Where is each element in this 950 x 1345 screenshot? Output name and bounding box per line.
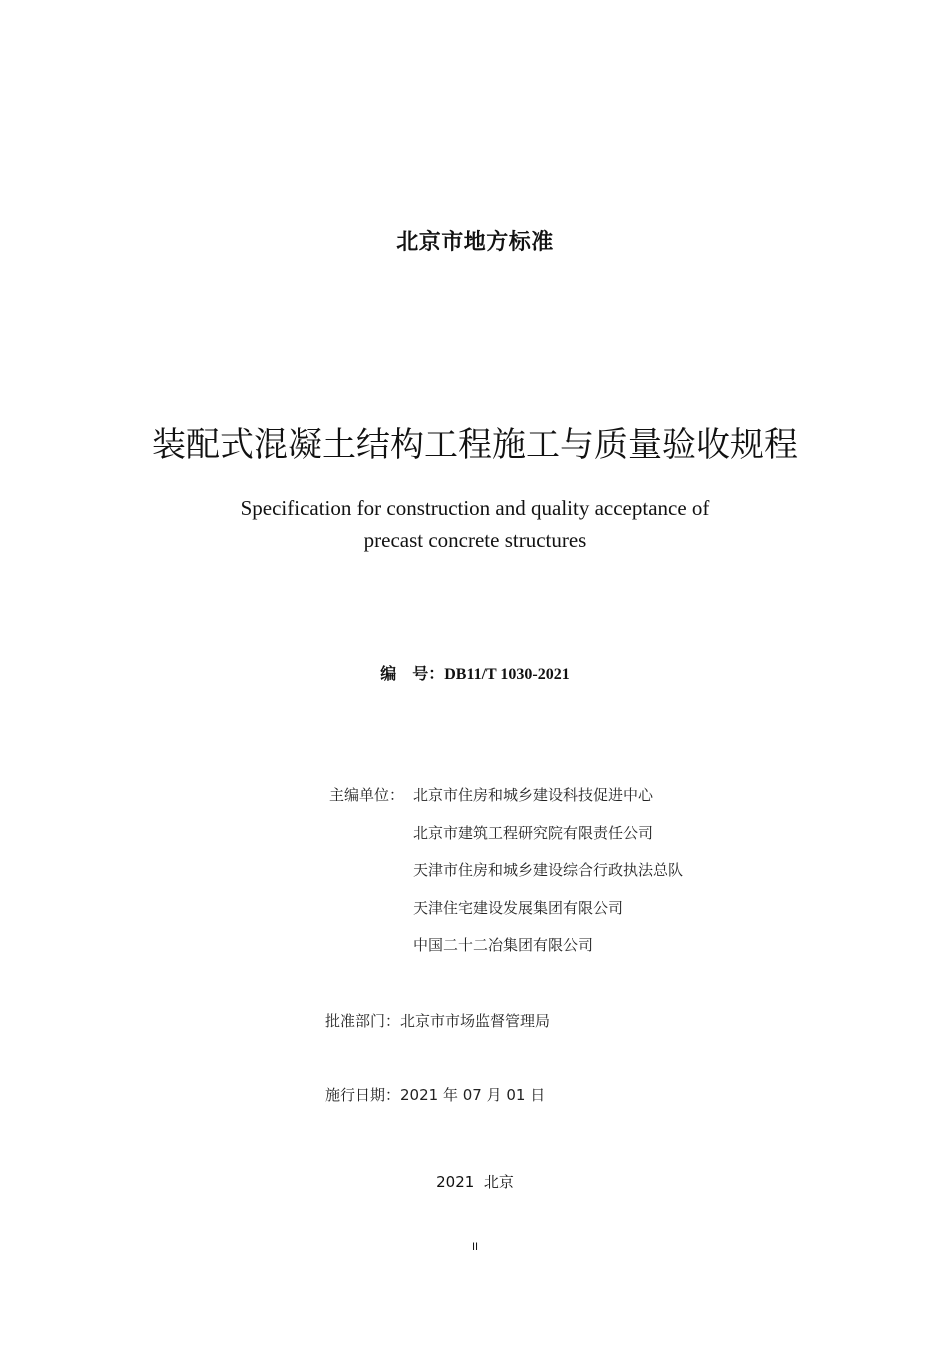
english-title-line-2: precast concrete structures <box>363 528 587 552</box>
editor-unit: 天津市住房和城乡建设综合行政执法总队 <box>413 861 684 879</box>
chief-editor-units <box>329 785 683 973</box>
editor-row <box>329 823 683 861</box>
editor-unit: 中国二十二冶集团有限公司 <box>413 936 594 954</box>
page-number: II <box>471 1241 479 1253</box>
approval-label: 批准部门： <box>325 1012 401 1030</box>
effective-date <box>325 1084 545 1105</box>
editor-row <box>329 898 683 936</box>
approval-value: 北京市市场监督管理局 <box>400 1012 551 1030</box>
editor-row <box>329 860 683 898</box>
standard-number-value: DB11/T 1030-2021 <box>444 666 570 683</box>
editor-units-label: 主编单位： <box>329 786 405 804</box>
publication-year-place: 2021 北京 <box>436 1173 514 1191</box>
standard-number <box>0 661 950 684</box>
editor-unit: 北京市住房和城乡建设科技促进中心 <box>413 786 654 804</box>
standard-type-heading: 北京市地方标准 <box>396 230 554 255</box>
english-title-line-1: Specification for construction and quality acceptance of <box>240 496 710 520</box>
english-title <box>0 492 950 556</box>
editor-row <box>329 935 683 973</box>
effective-date-value: 2021 年 07 月 01 日 <box>400 1086 546 1104</box>
effective-date-label: 施行日期： <box>325 1086 401 1104</box>
standard-number-label: 编 号： <box>380 664 445 683</box>
editor-unit: 北京市建筑工程研究院有限责任公司 <box>413 823 654 842</box>
editor-row <box>329 785 683 823</box>
chinese-title: 装配式混凝土结构工程施工与质量验收规程 <box>152 425 798 465</box>
approval-department <box>325 1010 550 1031</box>
editor-unit: 天津住宅建设发展集团有限公司 <box>413 898 624 917</box>
